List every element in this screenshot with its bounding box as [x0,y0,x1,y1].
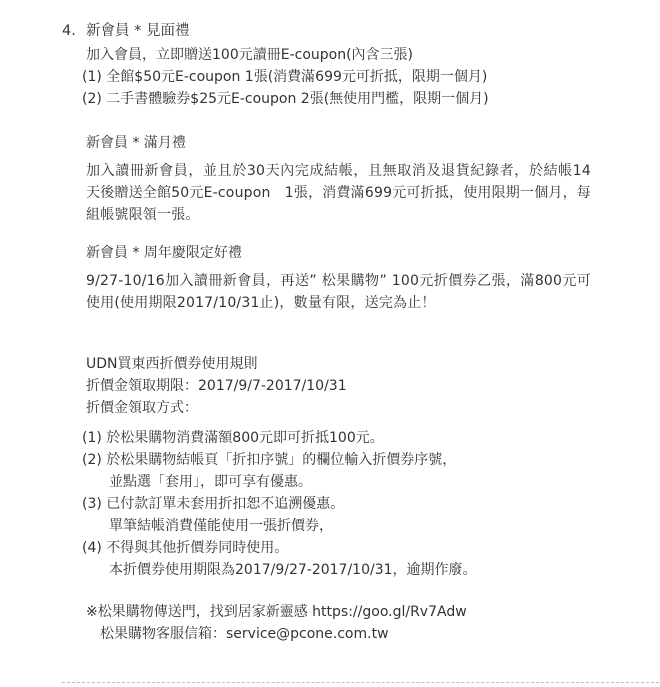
section-heading [62,20,189,42]
welcome-gift-intro: 加入會員，立即贈送100元讀冊E-coupon(內含三張) [86,47,414,63]
usage-rule-3: (3) 已付款訂單未套用折扣恕不追溯優惠。 [82,496,345,512]
welcome-gift-block [82,44,591,110]
usage-rule-2: (2) 於松果購物結帳頁「折扣序號」的欄位輸入折價券序號， [82,452,457,468]
usage-rules-list [82,427,587,581]
monthly-gift-block [86,132,591,226]
usage-rule-4-cont: 本折價券使用期限為2017/9/27-2017/10/31，逾期作廢。 [109,562,477,578]
udn-rules-title: UDN買東西折價券使用規則 [86,356,258,372]
dashed-divider [62,682,659,683]
usage-rule-2-cont: 並點選「套用」，即可享有優惠。 [109,474,312,490]
usage-rule-4: (4) 不得與其他折價券同時使用。 [82,540,289,556]
monthly-gift-title: 新會員 * 滿月禮 [86,135,186,151]
portal-link[interactable]: ※松果購物傳送門，找到居家新靈感 https://goo.gl/Rv7Adw [86,604,467,620]
anniversary-gift-block [86,242,591,314]
udn-rules-method: 折價金領取方式： [86,400,198,416]
usage-rule-3-cont: 單筆結帳消費僅能使用一張折價券， [109,518,333,534]
monthly-gift-body: 加入讀冊新會員，並且於30天內完成結帳，且無取消及退貨紀錄者，於結帳14天後贈送全館50元E-coupon 1張，消費滿699元可折抵，使用限期一個月，每組帳號限領一張。 [86,163,591,223]
anniversary-gift-body: 9/27-10/16加入讀冊新會員，再送” 松果購物” 100元折價券乙張，滿800元可使用(使用期限2017/10/31止)，數量有限，送完為止！ [86,273,591,311]
service-email[interactable]: 松果購物客服信箱：service@pcone.com.tw [100,626,389,642]
usage-rule-1: (1) 於松果購物消費滿額800元即可折抵100元。 [82,430,384,446]
footer-block [86,601,591,645]
udn-rules-block [86,353,591,419]
section-title: 新會員 * 見面禮 [86,23,190,39]
udn-rules-period: 折價金領取期限：2017/9/7-2017/10/31 [86,378,347,394]
welcome-gift-item-1: (1) 全館$50元E-coupon 1張(消費滿699元可折抵，限期一個月) [82,69,488,85]
welcome-gift-item-2: (2) 二手書體驗券$25元E-coupon 2張(無使用門檻，限期一個月) [82,91,489,107]
anniversary-gift-title: 新會員 * 周年慶限定好禮 [86,245,242,261]
section-number: 4. [62,23,76,39]
